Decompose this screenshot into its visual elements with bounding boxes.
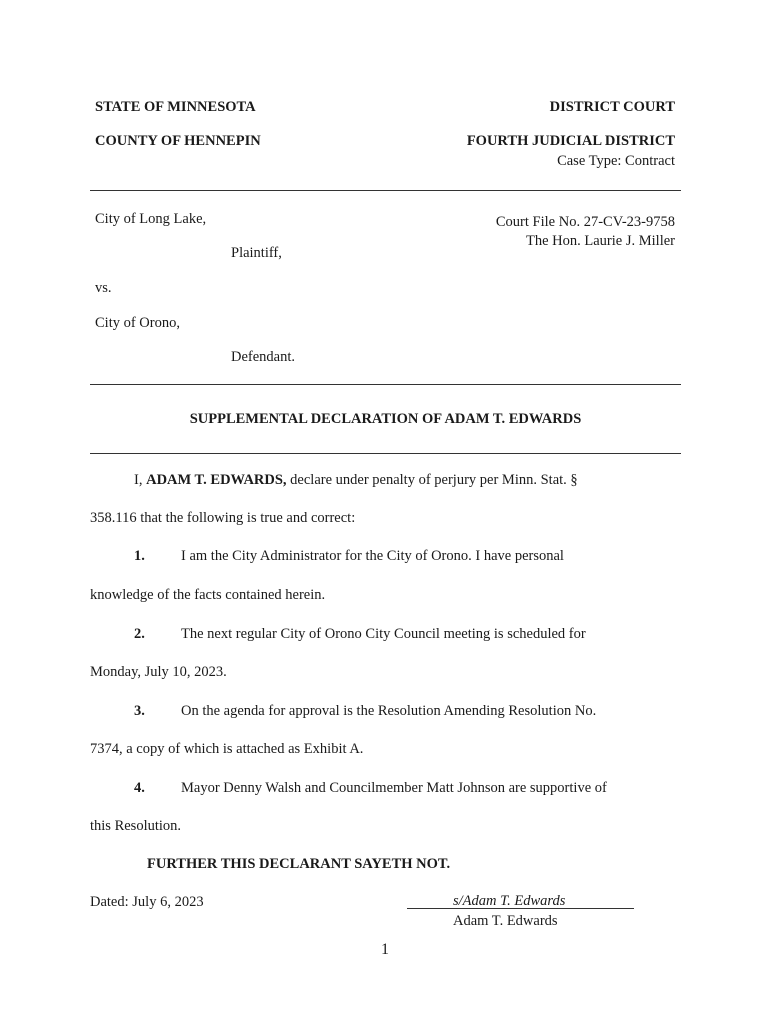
paragraph-number: 4. [134, 780, 145, 796]
case-type: Case Type: Contract [557, 153, 675, 169]
paragraph-4-line-2: this Resolution. [90, 818, 182, 834]
county-label: COUNTY OF HENNEPIN [95, 133, 261, 149]
intro-line-1-rest: declare under penalty of perjury per Minn. Stat. § [286, 472, 578, 488]
paragraph-number: 2. [134, 626, 145, 642]
paragraph-2-line-1: The next regular City of Orono City Council meeting is scheduled for [181, 626, 586, 642]
paragraph-2-line-2: Monday, July 10, 2023. [90, 664, 227, 680]
intro-line-1 [134, 472, 578, 489]
document-title: SUPPLEMENTAL DECLARATION OF ADAM T. EDWARDS [189, 411, 582, 427]
closing-statement: FURTHER THIS DECLARANT SAYETH NOT. [147, 856, 451, 872]
caption-divider-middle [90, 384, 681, 385]
paragraph-number: 1. [134, 548, 145, 564]
court-file-number: Court File No. 27-CV-23-9758 [495, 214, 675, 230]
state-label: STATE OF MINNESOTA [95, 99, 256, 115]
electronic-signature: s/Adam T. Edwards [453, 893, 566, 909]
caption-divider-top [90, 190, 681, 191]
plaintiff-label: Plaintiff, [231, 245, 282, 261]
signature-line [407, 908, 634, 909]
judge-name: The Hon. Laurie J. Miller [526, 233, 675, 249]
court-label: DISTRICT COURT [549, 99, 675, 115]
page-number: 1 [381, 941, 389, 958]
paragraph-number: 3. [134, 703, 145, 719]
district-label: FOURTH JUDICIAL DISTRICT [466, 133, 675, 149]
intro-line-2: 358.116 that the following is true and correct: [90, 510, 356, 526]
versus-label: vs. [95, 280, 112, 296]
signer-name: Adam T. Edwards [453, 913, 558, 929]
defendant-name: City of Orono, [95, 315, 180, 331]
paragraph-1-line-2: knowledge of the facts contained herein. [90, 587, 326, 603]
paragraph-3-line-1: On the agenda for approval is the Resolution Amending Resolution No. [181, 703, 597, 719]
paragraph-1-line-1: I am the City Administrator for the City of Orono. I have personal [181, 548, 564, 564]
date-line: Dated: July 6, 2023 [90, 894, 204, 910]
intro-prefix: I, [134, 472, 147, 488]
defendant-label: Defendant. [231, 349, 296, 365]
caption-divider-bottom [90, 453, 681, 454]
paragraph-3-line-2: 7374, a copy of which is attached as Exhibit A. [90, 741, 364, 757]
declarant-name: ADAM T. EDWARDS, [146, 472, 287, 488]
paragraph-4-line-1: Mayor Denny Walsh and Councilmember Matt Johnson are supportive of [181, 780, 607, 796]
plaintiff-name: City of Long Lake, [95, 211, 207, 227]
